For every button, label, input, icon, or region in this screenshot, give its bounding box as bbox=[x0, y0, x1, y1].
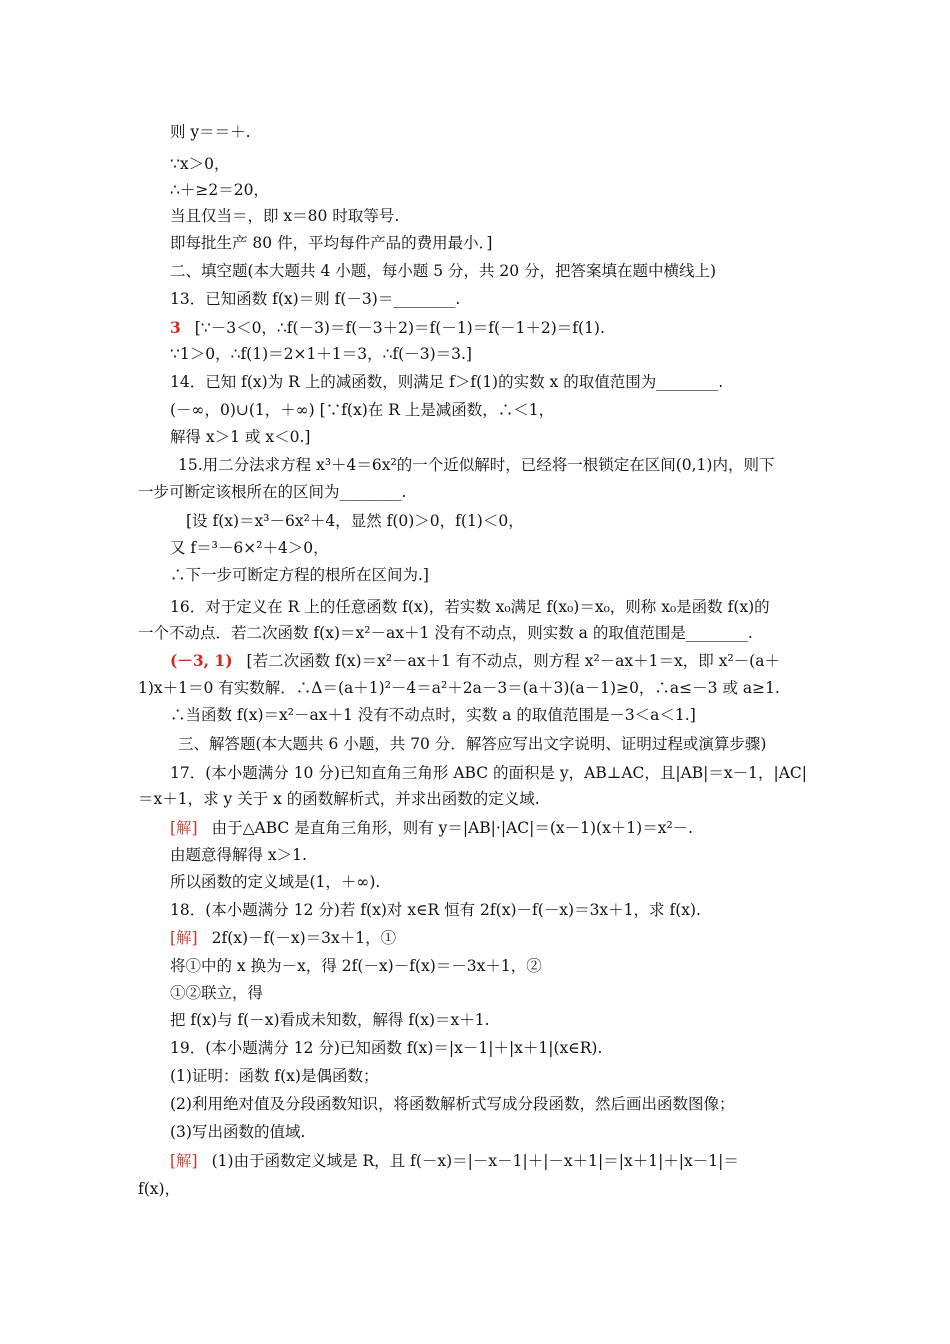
question-18: 18．(本小题满分 12 分)若 f(x)对 x∈R 恒有 2f(x)－f(－x)＝3x＋1，求 f(x). bbox=[170, 901, 701, 919]
text-line: 一步可断定该根所在的区间为________. bbox=[138, 483, 407, 501]
solution-text: (1)由于函数定义域是 R，且 f(－x)＝|－x－1|＋|－x＋1|＝|x＋1|＋|x－1|＝ bbox=[211, 1152, 739, 1170]
solution-text: 2f(x)－f(－x)＝3x＋1，① bbox=[211, 929, 397, 947]
text-line: 则 y＝＝＋. bbox=[170, 123, 251, 141]
solution-17 bbox=[170, 818, 693, 838]
text-line: 当且仅当＝，即 x＝80 时取等号. bbox=[170, 207, 400, 225]
answer-13 bbox=[170, 318, 605, 338]
solution-18 bbox=[170, 928, 396, 948]
question-13: 13．已知函数 f(x)＝则 f(－3)＝________. bbox=[170, 290, 461, 308]
section-heading: 三、解答题(本大题共 6 小题，共 70 分．解答应写出文字说明、证明过程或演算步骤) bbox=[178, 735, 767, 753]
question-15: 15.用二分法求方程 x³＋4＝6x²的一个近似解时，已经将一根锁定在区间(0,1)内，则下 bbox=[178, 456, 775, 474]
question-19: 19．(本小题满分 12 分)已知函数 f(x)＝|x－1|＋|x＋1|(x∈R). bbox=[170, 1039, 603, 1057]
text-line: 又 f＝³－6×²＋4＞0， bbox=[170, 539, 329, 557]
solution-19 bbox=[170, 1151, 739, 1171]
answer-15: [设 f(x)＝x³－6x²＋4，显然 f(0)＞0，f(1)＜0， bbox=[186, 512, 524, 530]
answer-explanation: [∵－3＜0，∴f(－3)＝f(－3＋2)＝f(－1)＝f(－1＋2)＝f(1). bbox=[194, 319, 605, 337]
text-line: (3)写出函数的值域. bbox=[170, 1123, 306, 1141]
text-line: ①②联立，得 bbox=[170, 984, 264, 1002]
solution-label: [解] bbox=[170, 1152, 198, 1170]
answer-explanation: [若二次函数 f(x)＝x²－ax＋1 有不动点，则方程 x²－ax＋1＝x，即 x²－(a＋ bbox=[246, 652, 780, 670]
text-line: ∴当函数 f(x)＝x²－ax＋1 没有不动点时，实数 a 的取值范围是－3＜a＜1.] bbox=[170, 706, 696, 724]
text-line: 所以函数的定义域是(1，＋∞). bbox=[170, 873, 381, 891]
section-heading: 二、填空题(本大题共 4 小题，每小题 5 分，共 20 分，把答案填在题中横线上) bbox=[170, 262, 717, 280]
question-17: 17．(本小题满分 10 分)已知直角三角形 ABC 的面积是 y，AB⊥AC，且|AB|＝x－1，|AC| bbox=[170, 764, 808, 782]
text-line: ＝x＋1，求 y 关于 x 的函数解析式，并求出函数的定义域. bbox=[138, 790, 540, 808]
text-line: 解得 x＞1 或 x＜0.] bbox=[170, 428, 311, 446]
text-line: (2)利用绝对值及分段函数知识，将函数解析式写成分段函数，然后画出函数图像； bbox=[170, 1095, 735, 1113]
text-line: 1)x＋1＝0 有实数解．∴Δ＝(a＋1)²－4＝a²＋2a－3＝(a＋3)(a－1)≥0，∴a≤－3 或 a≥1. bbox=[138, 679, 780, 697]
text-line: 即每批生产 80 件，平均每件产品的费用最小．] bbox=[170, 234, 493, 252]
text-line: 由题意得解得 x＞1. bbox=[170, 846, 307, 864]
text-line: 将①中的 x 换为－x，得 2f(－x)－f(x)＝－3x＋1，② bbox=[170, 957, 542, 975]
question-14: 14．已知 f(x)为 R 上的减函数，则满足 f＞f(1)的实数 x 的取值范围为________. bbox=[170, 373, 724, 391]
text-line: ∴＋≥2＝20， bbox=[170, 181, 269, 199]
text-line: f(x)， bbox=[138, 1180, 181, 1198]
text-line: 一个不动点．若二次函数 f(x)＝x²－ax＋1 没有不动点，则实数 a 的取值范围是________. bbox=[138, 624, 753, 642]
text-line: ∵1＞0，∴f(1)＝2×1＋1＝3，∴f(－3)＝3.] bbox=[170, 345, 472, 363]
text-line: ∵x＞0， bbox=[170, 155, 230, 173]
question-16: 16．对于定义在 R 上的任意函数 f(x)，若实数 x₀满足 f(x₀)＝x₀，则称 x₀是函数 f(x)的 bbox=[170, 598, 770, 616]
solution-text: 由于△ABC 是直角三角形，则有 y＝|AB|·|AC|＝(x－1)(x＋1)＝x²－. bbox=[211, 819, 694, 837]
solution-label: [解] bbox=[170, 819, 198, 837]
text-line: 把 f(x)与 f(－x)看成未知数，解得 f(x)＝x＋1. bbox=[170, 1011, 490, 1029]
answer-value: 3 bbox=[170, 318, 181, 337]
answer-value: (－3, 1) bbox=[170, 651, 233, 670]
text-line: (1)证明：函数 f(x)是偶函数； bbox=[170, 1067, 379, 1085]
solution-label: [解] bbox=[170, 929, 198, 947]
answer-14: (－∞，0)∪(1，＋∞) [∵f(x)在 R 上是减函数，∴＜1， bbox=[170, 401, 555, 419]
answer-16 bbox=[170, 651, 780, 671]
text-line: ∴下一步可断定方程的根所在区间为.] bbox=[170, 566, 429, 584]
